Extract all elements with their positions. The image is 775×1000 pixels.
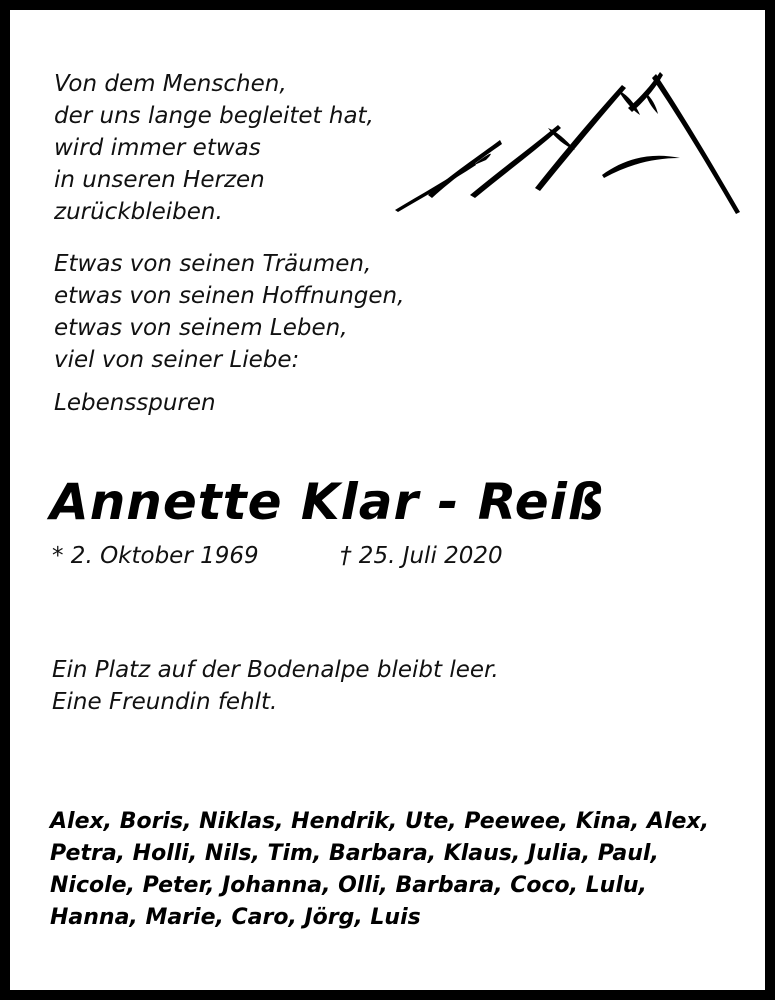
poem-line: Etwas von seinen Träumen, [54, 251, 372, 277]
signers-line: Hanna, Marie, Caro, Jörg, Luis [50, 905, 421, 930]
message-line: Eine Freundin fehlt. [52, 689, 278, 715]
poem-stanza-1 [54, 68, 374, 228]
deceased-name: Annette Klar - Reiß [50, 473, 605, 531]
birth-date: * 2. Oktober 1969 [52, 543, 259, 569]
signers-line: Alex, Boris, Niklas, Hendrik, Ute, Peewee, Kina, Alex, [50, 809, 709, 834]
signers-line: Petra, Holli, Nils, Tim, Barbara, Klaus, Julia, Paul, [50, 841, 659, 866]
poem-line: etwas von seinem Leben, [54, 315, 348, 341]
signers-line: Nicole, Peter, Johanna, Olli, Barbara, Coco, Lulu, [50, 873, 647, 898]
poem-line: Von dem Menschen, [54, 71, 287, 97]
poem-line: in unseren Herzen [54, 167, 265, 193]
message-line: Ein Platz auf der Bodenalpe bleibt leer. [52, 657, 499, 683]
signers-list [50, 806, 709, 934]
poem-line: der uns lange begleitet hat, [54, 103, 374, 129]
mountain-range-icon [390, 70, 740, 220]
memorial-message [52, 654, 499, 718]
death-date: † 25. Juli 2020 [340, 543, 503, 569]
poem-line: zurückbleiben. [54, 199, 223, 225]
obituary-notice [10, 10, 765, 990]
poem-line: viel von seiner Liebe: [54, 347, 300, 373]
poem-closing: Lebensspuren [54, 390, 216, 416]
poem-stanza-2 [54, 248, 404, 376]
poem-line: wird immer etwas [54, 135, 261, 161]
poem-line: etwas von seinen Hoffnungen, [54, 283, 405, 309]
